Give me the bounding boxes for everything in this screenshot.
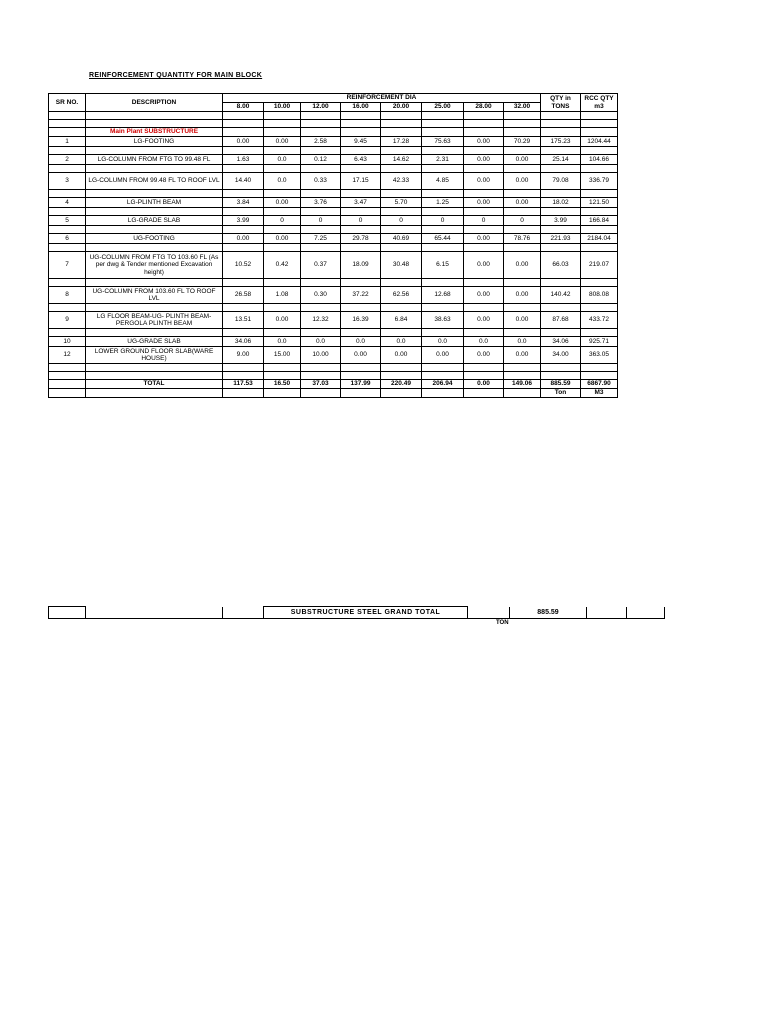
row-dia-value: 0.00 bbox=[422, 347, 464, 364]
total-dia-value: 206.94 bbox=[422, 380, 464, 389]
spacer-row bbox=[49, 279, 618, 287]
row-sr-no: 5 bbox=[49, 216, 86, 226]
row-dia-value: 9.45 bbox=[341, 137, 381, 147]
row-dia-value: 0.00 bbox=[464, 234, 504, 244]
row-dia-value: 0.00 bbox=[264, 312, 301, 329]
table-row bbox=[49, 173, 618, 190]
row-dia-value: 0.00 bbox=[341, 347, 381, 364]
dia-cell: 28.00 bbox=[464, 103, 504, 112]
row-dia-value: 0.0 bbox=[341, 337, 381, 347]
row-dia-value: 0 bbox=[381, 216, 422, 226]
section-row bbox=[49, 128, 618, 137]
header-description: DESCRIPTION bbox=[86, 94, 223, 112]
total-dia-value: 0.00 bbox=[464, 380, 504, 389]
row-sr-no: 10 bbox=[49, 337, 86, 347]
total-row bbox=[49, 380, 618, 389]
row-dia-value: 0.00 bbox=[464, 155, 504, 165]
row-rcc-qty: 219.07 bbox=[581, 252, 618, 279]
row-dia-value: 17.28 bbox=[381, 137, 422, 147]
row-sr-no: 12 bbox=[49, 347, 86, 364]
row-sr-no: 9 bbox=[49, 312, 86, 329]
row-dia-value: 70.29 bbox=[504, 137, 541, 147]
row-dia-value: 0.00 bbox=[464, 137, 504, 147]
row-qty-tons: 34.00 bbox=[541, 347, 581, 364]
total-dia-value: 117.53 bbox=[223, 380, 264, 389]
table-row bbox=[49, 137, 618, 147]
row-dia-value: 29.78 bbox=[341, 234, 381, 244]
spacer-row bbox=[49, 364, 618, 372]
row-rcc-qty: 2184.04 bbox=[581, 234, 618, 244]
row-dia-value: 0.00 bbox=[223, 137, 264, 147]
row-dia-value: 6.43 bbox=[341, 155, 381, 165]
row-dia-value: 0.00 bbox=[223, 234, 264, 244]
row-dia-value: 9.00 bbox=[223, 347, 264, 364]
table-row bbox=[49, 347, 618, 364]
row-dia-value: 0.00 bbox=[464, 287, 504, 304]
row-dia-value: 15.00 bbox=[264, 347, 301, 364]
row-sr-no: 6 bbox=[49, 234, 86, 244]
grand-total-label: SUBSTRUCTURE STEEL GRAND TOTAL bbox=[264, 607, 468, 619]
row-rcc-qty: 336.79 bbox=[581, 173, 618, 190]
total-qty-tons: 885.59 bbox=[541, 380, 581, 389]
row-description: LG-PLINTH BEAM bbox=[86, 198, 223, 208]
row-qty-tons: 175.23 bbox=[541, 137, 581, 147]
row-dia-value: 1.08 bbox=[264, 287, 301, 304]
spacer-row bbox=[49, 226, 618, 234]
row-description: LG-FOOTING bbox=[86, 137, 223, 147]
table-row bbox=[49, 252, 618, 279]
row-description: UG-GRADE SLAB bbox=[86, 337, 223, 347]
row-dia-value: 0.0 bbox=[381, 337, 422, 347]
row-dia-value: 0.00 bbox=[264, 198, 301, 208]
row-dia-value: 62.56 bbox=[381, 287, 422, 304]
row-dia-value: 42.33 bbox=[381, 173, 422, 190]
sheet-title: REINFORCEMENT QUANTITY FOR MAIN BLOCK bbox=[89, 72, 263, 79]
dia-cell: 20.00 bbox=[381, 103, 422, 112]
row-dia-value: 0.00 bbox=[504, 312, 541, 329]
row-dia-value: 0.00 bbox=[264, 234, 301, 244]
row-qty-tons: 3.99 bbox=[541, 216, 581, 226]
row-dia-value: 30.48 bbox=[381, 252, 422, 279]
row-dia-value: 0 bbox=[422, 216, 464, 226]
row-dia-value: 75.63 bbox=[422, 137, 464, 147]
row-qty-tons: 34.06 bbox=[541, 337, 581, 347]
row-dia-value: 0.00 bbox=[381, 347, 422, 364]
row-qty-tons: 140.42 bbox=[541, 287, 581, 304]
row-description: LOWER GROUND FLOOR SLAB(WARE HOUSE) bbox=[86, 347, 223, 364]
row-dia-value: 38.63 bbox=[422, 312, 464, 329]
table-row bbox=[49, 337, 618, 347]
table-row bbox=[49, 312, 618, 329]
row-dia-value: 0 bbox=[301, 216, 341, 226]
row-sr-no: 8 bbox=[49, 287, 86, 304]
spacer-row bbox=[49, 190, 618, 198]
row-dia-value: 0.00 bbox=[464, 347, 504, 364]
table-row bbox=[49, 287, 618, 304]
row-dia-value: 0.30 bbox=[301, 287, 341, 304]
row-dia-value: 0.00 bbox=[504, 287, 541, 304]
row-sr-no: 2 bbox=[49, 155, 86, 165]
row-dia-value: 0.0 bbox=[264, 337, 301, 347]
row-dia-value: 37.22 bbox=[341, 287, 381, 304]
row-rcc-qty: 925.71 bbox=[581, 337, 618, 347]
row-dia-value: 2.58 bbox=[301, 137, 341, 147]
row-dia-value: 3.76 bbox=[301, 198, 341, 208]
total-rcc-qty: 6867.90 bbox=[581, 380, 618, 389]
row-sr-no: 1 bbox=[49, 137, 86, 147]
row-dia-value: 26.58 bbox=[223, 287, 264, 304]
row-dia-value: 0.00 bbox=[464, 173, 504, 190]
row-dia-value: 0.0 bbox=[264, 173, 301, 190]
row-dia-value: 0.0 bbox=[464, 337, 504, 347]
unit-row bbox=[49, 389, 618, 398]
row-dia-value: 1.25 bbox=[422, 198, 464, 208]
row-dia-value: 12.68 bbox=[422, 287, 464, 304]
row-dia-value: 0.00 bbox=[504, 252, 541, 279]
grand-total-value: 885.59 bbox=[510, 607, 587, 619]
row-description: UG-COLUMN FROM FTG TO 103.60 FL (As per dwg & Tender mentioned Excavation height) bbox=[86, 252, 223, 279]
row-rcc-qty: 1204.44 bbox=[581, 137, 618, 147]
dia-cell: 10.00 bbox=[264, 103, 301, 112]
total-dia-value: 137.99 bbox=[341, 380, 381, 389]
grand-total-unit: TON bbox=[496, 620, 509, 626]
row-dia-value: 0.42 bbox=[264, 252, 301, 279]
row-dia-value: 0.0 bbox=[301, 337, 341, 347]
row-dia-value: 34.06 bbox=[223, 337, 264, 347]
spacer-row bbox=[49, 147, 618, 155]
dia-cell: 8.00 bbox=[223, 103, 264, 112]
row-rcc-qty: 121.50 bbox=[581, 198, 618, 208]
row-dia-value: 1.63 bbox=[223, 155, 264, 165]
reinforcement-table bbox=[48, 93, 618, 398]
row-dia-value: 3.84 bbox=[223, 198, 264, 208]
row-dia-value: 0.37 bbox=[301, 252, 341, 279]
dia-cell: 25.00 bbox=[422, 103, 464, 112]
row-dia-value: 0.00 bbox=[264, 137, 301, 147]
row-dia-value: 14.40 bbox=[223, 173, 264, 190]
row-qty-tons: 79.08 bbox=[541, 173, 581, 190]
header-row bbox=[49, 94, 618, 103]
row-dia-value: 3.47 bbox=[341, 198, 381, 208]
header-rcc-qty: RCC QTY m3 bbox=[581, 94, 618, 112]
row-dia-value: 40.69 bbox=[381, 234, 422, 244]
row-dia-value: 0 bbox=[264, 216, 301, 226]
header-qty-tons: QTY in TONS bbox=[541, 94, 581, 112]
row-dia-value: 17.15 bbox=[341, 173, 381, 190]
row-dia-value: 0.33 bbox=[301, 173, 341, 190]
header-reinforcement-dia: REINFORCEMENT DIA bbox=[223, 94, 541, 103]
row-dia-value: 0.00 bbox=[504, 155, 541, 165]
row-qty-tons: 87.68 bbox=[541, 312, 581, 329]
row-qty-tons: 221.93 bbox=[541, 234, 581, 244]
row-rcc-qty: 166.84 bbox=[581, 216, 618, 226]
spacer-row bbox=[49, 244, 618, 252]
row-qty-tons: 66.03 bbox=[541, 252, 581, 279]
row-dia-value: 4.85 bbox=[422, 173, 464, 190]
row-description: LG-COLUMN FROM FTG TO 99.48 FL bbox=[86, 155, 223, 165]
dia-cell: 12.00 bbox=[301, 103, 341, 112]
row-rcc-qty: 808.08 bbox=[581, 287, 618, 304]
row-dia-value: 0.00 bbox=[504, 198, 541, 208]
row-dia-value: 0.00 bbox=[464, 312, 504, 329]
row-dia-value: 0.00 bbox=[504, 173, 541, 190]
qty-unit: Ton bbox=[541, 389, 581, 398]
row-dia-value: 0.12 bbox=[301, 155, 341, 165]
table-row bbox=[49, 216, 618, 226]
row-dia-value: 6.15 bbox=[422, 252, 464, 279]
row-dia-value: 0.0 bbox=[422, 337, 464, 347]
section-label: Main Plant SUBSTRUCTURE bbox=[86, 128, 223, 137]
spacer-row bbox=[49, 112, 618, 120]
row-sr-no: 4 bbox=[49, 198, 86, 208]
table-row bbox=[49, 234, 618, 244]
row-dia-value: 0 bbox=[341, 216, 381, 226]
row-description: UG-COLUMN FROM 103.60 FL TO ROOF LVL bbox=[86, 287, 223, 304]
spacer-row bbox=[49, 120, 618, 128]
row-description: LG FLOOR BEAM-UG- PLINTH BEAM-PERGOLA PLINTH BEAM bbox=[86, 312, 223, 329]
row-dia-value: 10.00 bbox=[301, 347, 341, 364]
row-dia-value: 7.25 bbox=[301, 234, 341, 244]
row-dia-value: 18.09 bbox=[341, 252, 381, 279]
dia-cell: 32.00 bbox=[504, 103, 541, 112]
row-dia-value: 0.0 bbox=[264, 155, 301, 165]
row-description: LG-COLUMN FROM 99.48 FL TO ROOF LVL bbox=[86, 173, 223, 190]
row-dia-value: 13.51 bbox=[223, 312, 264, 329]
table-row bbox=[49, 198, 618, 208]
table-row bbox=[49, 155, 618, 165]
total-dia-value: 37.03 bbox=[301, 380, 341, 389]
row-dia-value: 10.52 bbox=[223, 252, 264, 279]
row-dia-value: 2.31 bbox=[422, 155, 464, 165]
row-dia-value: 6.84 bbox=[381, 312, 422, 329]
row-dia-value: 16.39 bbox=[341, 312, 381, 329]
row-dia-value: 12.32 bbox=[301, 312, 341, 329]
total-dia-value: 220.49 bbox=[381, 380, 422, 389]
row-dia-value: 65.44 bbox=[422, 234, 464, 244]
total-dia-value: 16.50 bbox=[264, 380, 301, 389]
rcc-unit: M3 bbox=[581, 389, 618, 398]
row-dia-value: 78.76 bbox=[504, 234, 541, 244]
row-rcc-qty: 104.66 bbox=[581, 155, 618, 165]
row-dia-value: 0.0 bbox=[504, 337, 541, 347]
row-dia-value: 0 bbox=[504, 216, 541, 226]
spacer-row bbox=[49, 329, 618, 337]
row-description: UG-FOOTING bbox=[86, 234, 223, 244]
row-dia-value: 14.62 bbox=[381, 155, 422, 165]
row-qty-tons: 18.02 bbox=[541, 198, 581, 208]
row-dia-value: 0 bbox=[464, 216, 504, 226]
row-dia-value: 0.00 bbox=[504, 347, 541, 364]
row-qty-tons: 25.14 bbox=[541, 155, 581, 165]
row-sr-no: 7 bbox=[49, 252, 86, 279]
total-label: TOTAL bbox=[86, 380, 223, 389]
total-dia-value: 149.06 bbox=[504, 380, 541, 389]
row-dia-value: 3.99 bbox=[223, 216, 264, 226]
row-rcc-qty: 363.05 bbox=[581, 347, 618, 364]
spacer-row bbox=[49, 165, 618, 173]
row-dia-value: 5.70 bbox=[381, 198, 422, 208]
spacer-row bbox=[49, 208, 618, 216]
row-dia-value: 0.00 bbox=[464, 252, 504, 279]
row-sr-no: 3 bbox=[49, 173, 86, 190]
spacer-row bbox=[49, 304, 618, 312]
row-dia-value: 0.00 bbox=[464, 198, 504, 208]
dia-cell: 16.00 bbox=[341, 103, 381, 112]
row-rcc-qty: 433.72 bbox=[581, 312, 618, 329]
grand-total-row bbox=[48, 606, 665, 619]
row-description: LG-GRADE SLAB bbox=[86, 216, 223, 226]
spacer-row bbox=[49, 372, 618, 380]
header-sr-no: SR NO. bbox=[49, 94, 86, 112]
